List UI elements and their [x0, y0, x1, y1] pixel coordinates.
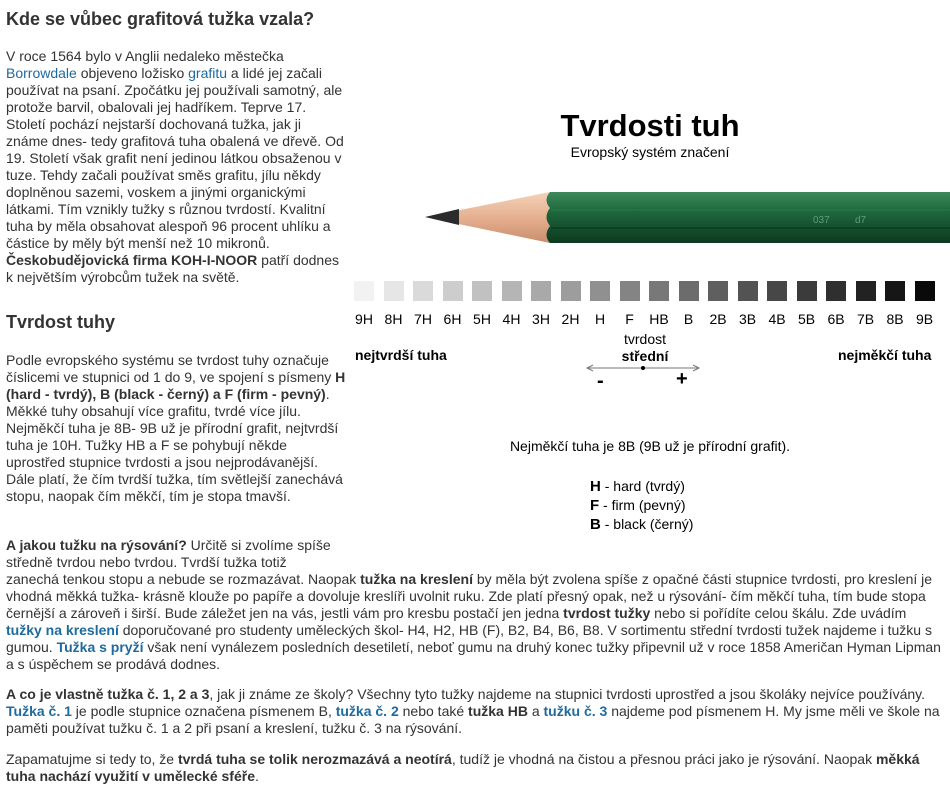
bold-letters: H (hard - tvrdý), B (black - černý) a F (firm - pevný) — [6, 369, 346, 402]
text: najdeme pod písmenem H. My jsme měli ve škole na paměti používat tužku č. 1 a 2 při psaní a kreslení, tužku č. 3 na rýsování. — [6, 703, 940, 736]
grade-swatch-5h — [472, 281, 492, 301]
grade-swatch-6h — [443, 281, 463, 301]
paragraph-hardness — [6, 352, 346, 505]
grade-swatch-4b — [767, 281, 787, 301]
bold: tvrdá tuha se tolik nerozmazává a neotírá — [177, 751, 452, 767]
grade-label-3h: 3H — [532, 311, 550, 327]
grade-label-6b: 6B — [827, 311, 845, 327]
medium-label — [600, 331, 690, 365]
text: . Měkké tuhy obsahují více grafitu, tvrdé více jílu. Nejměkčí tuha je 8B- 9B už je přírodní grafit, nejtvrdší tuha je 10H. Tužky HB a F se pohybují někde uprostřed stupnice tvrdosti a jsou nejprodávanější. Dále platí, že čím tvrdší tužka, tím světlejší zanechává stopu, naopak čím měkčí, tím je stopa tmavší. — [6, 386, 343, 504]
grade-swatch-5b — [797, 281, 817, 301]
text: nebo si pořídíte celou škálu. Zde uvádím — [650, 605, 907, 621]
text: a — [527, 703, 544, 719]
pencil-illustration — [425, 190, 950, 250]
grade-swatch-h — [590, 281, 610, 301]
minus-sign: - — [597, 370, 604, 392]
grade-swatch-2h — [561, 281, 581, 301]
grade-label-4b: 4B — [768, 311, 786, 327]
grade-label-h: H — [594, 311, 606, 327]
link-grafitu[interactable]: grafitu — [188, 65, 228, 81]
grade-label-6h: 6H — [443, 311, 462, 327]
grade-swatch-8h — [384, 281, 404, 301]
plus-sign: + — [676, 368, 688, 390]
grade-swatch-4h — [502, 281, 522, 301]
legend-text: - black (černý) — [600, 516, 694, 532]
link-borrowdale[interactable]: Borrowdale — [6, 65, 77, 81]
link-pencil-3[interactable]: tužku č. 3 — [543, 703, 608, 719]
text: a lidé jej začali používat na psaní. Zpočátku jej používali samotný, ale protože barvil, obalovali jej hadříkem. Teprve 17. Století pochází nejstarší dochovaná tužka, jak ji známe dnes- tedy grafitová tuha obalená ve dřevě. Od 19. Století však grafit není jedinou látkou obsaženou v tuze. Tehdy začali používat směs grafitu, jílu někdy doplněnou sazemi, voskem a jinými organickými látkami. Tím vznikly tužky s různou tvrdostí. Kvalitní tuha by měla obsahovat alespoň 96 procent uhlíku a částice by měly být menší než 10 mikronů. — [6, 65, 344, 251]
grade-swatch-3b — [738, 281, 758, 301]
grade-label-2h: 2H — [561, 311, 580, 327]
text: . — [255, 768, 259, 784]
bold: měkká tuha nachází využití v umělecké sféře — [6, 751, 920, 784]
legend-letter: B — [590, 516, 601, 533]
medium-label-line1: tvrdost — [623, 331, 666, 347]
link-pencil-1[interactable]: Tužka č. 1 — [6, 703, 72, 719]
link-pencil-2[interactable]: tužka č. 2 — [335, 703, 399, 719]
text: doporučované pro studenty uměleckých škol- H4, H2, HB (F), B2, B4, B6, B8. V sortimentu střední tvrdosti tužek najdeme i tužku s gumou. — [6, 622, 932, 655]
grade-label-b: B — [683, 311, 694, 327]
heading-origin: Kde se vůbec grafitová tužka vzala? — [6, 9, 315, 29]
link-eraser-pencil[interactable]: Tužka s pryží — [56, 639, 144, 655]
grade-label-hb: HB — [649, 311, 669, 327]
text: je podle stupnice označena písmenem B, — [71, 703, 336, 719]
grade-label-9b: 9B — [915, 311, 934, 327]
grade-swatch-9h — [354, 281, 374, 301]
softest-note: Nejměkčí tuha je 8B (9B už je přírodní grafit). — [509, 438, 791, 454]
text: objeveno ložisko — [76, 65, 189, 81]
grade-swatch-f — [620, 281, 640, 301]
medium-label-line2: střední — [621, 348, 669, 364]
grade-swatch-8b — [885, 281, 905, 301]
grade-label-3b: 3B — [738, 311, 757, 327]
grade-swatch-7b — [856, 281, 876, 301]
link-drawing-pencils[interactable]: tužky na kreslení — [6, 622, 119, 638]
bold: tvrdost tužky — [563, 605, 651, 621]
legend-text: - hard (tvrdý) — [600, 478, 685, 494]
heading-hardness: Tvrdost tuhy — [6, 312, 116, 332]
grade-swatch-6b — [826, 281, 846, 301]
softest-label: nejměkčí tuha — [838, 347, 932, 363]
text: , tudíž je vhodná na čistou a přesnou práci jako je rýsování. Naopak — [451, 751, 876, 767]
grade-swatch-3h — [531, 281, 551, 301]
text: V roce 1564 bylo v Anglii nedaleko městečka — [6, 48, 284, 64]
paragraph-school — [6, 686, 946, 737]
grade-swatch-2b — [708, 281, 728, 301]
grade-label-7b: 7B — [856, 311, 875, 327]
pencil-lead — [425, 209, 459, 225]
paragraph-origin — [6, 48, 346, 286]
legend-black — [590, 516, 693, 533]
legend-text: - firm (pevný) — [599, 497, 686, 513]
infographic-title: Tvrdosti tuh — [560, 108, 740, 143]
grade-label-7h: 7H — [414, 311, 432, 327]
text: , jak ji známe ze školy? Všechny tyto tužky najdeme na stupnici tvrdosti uprostřed a jsou školáky nejvíce používány. — [209, 686, 925, 702]
bold-question: A co je vlastně tužka č. 1, 2 a 3 — [6, 686, 210, 702]
pencil-mark: 037 — [813, 215, 830, 226]
grade-label-5h: 5H — [473, 311, 491, 327]
grade-swatch-9b — [915, 281, 935, 301]
bold: tužka HB — [468, 703, 528, 719]
text: Zapamatujme si tedy to, že — [6, 751, 178, 767]
legend-hard — [590, 478, 685, 495]
hardness-infographic — [350, 95, 950, 545]
pencil-mark: d7 — [855, 215, 867, 226]
infographic-subtitle: Evropský systém značení — [570, 144, 730, 160]
text: nebo také — [398, 703, 469, 719]
grade-swatch-hb — [649, 281, 669, 301]
grade-scale — [350, 281, 950, 301]
grade-label-8h: 8H — [384, 311, 403, 327]
grade-swatch-7h — [413, 281, 433, 301]
text: však není vynálezem posledních desetiletí, neboť gumu na druhý konec tužky připevnil už v roce 1858 Američan Hyman Lipman a s úspěchem se prodává dodnes. — [6, 639, 941, 672]
bold-question: A jakou tužku na rýsování? — [6, 537, 187, 553]
text: Určitě si zvolíme spíše středně tvrdou nebo tvrdou. Tvrdší tužka totiž zanechá tenkou stopu a nebude se rozmazávat. Naopak — [6, 537, 361, 587]
bold: tužka na kreslení — [360, 571, 473, 587]
bold-koh: Českobudějovická firma KOH-I-NOOR — [6, 252, 258, 268]
text: by měla být zvolena spíše z opačné části stupnice tvrdosti, pro kreslení je vhodná měkká tužka- krásně klouže po papíře a dovoluje kreslíři uvolnit ruku. Zde platí přesný opak, než u rýsování- čím měkčí tuha, tím bude stopa černější a zároveň i širší. Bude záležet jen na vás, jestli vám pro kresbu postačí jen jedna — [6, 571, 933, 621]
legend-letter: H — [590, 478, 601, 495]
text: patří dodnes k největším výrobcům tužek na světě. — [6, 252, 340, 285]
hardest-label: nejtvrdší tuha — [355, 347, 447, 363]
text: Podle evropského systému se tvrdost tuhy označuje číslicemi ve stupnici od 1 do 9, ve spojení s písmeny — [6, 352, 336, 385]
legend-letter: F — [590, 497, 600, 514]
grade-label-8b: 8B — [886, 311, 904, 327]
grade-label-9h: 9H — [355, 311, 373, 327]
grade-label-f: F — [625, 311, 634, 327]
pencil-body — [547, 192, 950, 243]
paragraph-drawing-text — [6, 537, 946, 673]
paragraph-summary — [6, 751, 946, 785]
grade-label-4h: 4H — [502, 311, 521, 327]
grade-swatch-b — [679, 281, 699, 301]
legend-firm — [590, 497, 686, 514]
grade-label-2b: 2B — [709, 311, 727, 327]
grade-label-5b: 5B — [797, 311, 816, 327]
